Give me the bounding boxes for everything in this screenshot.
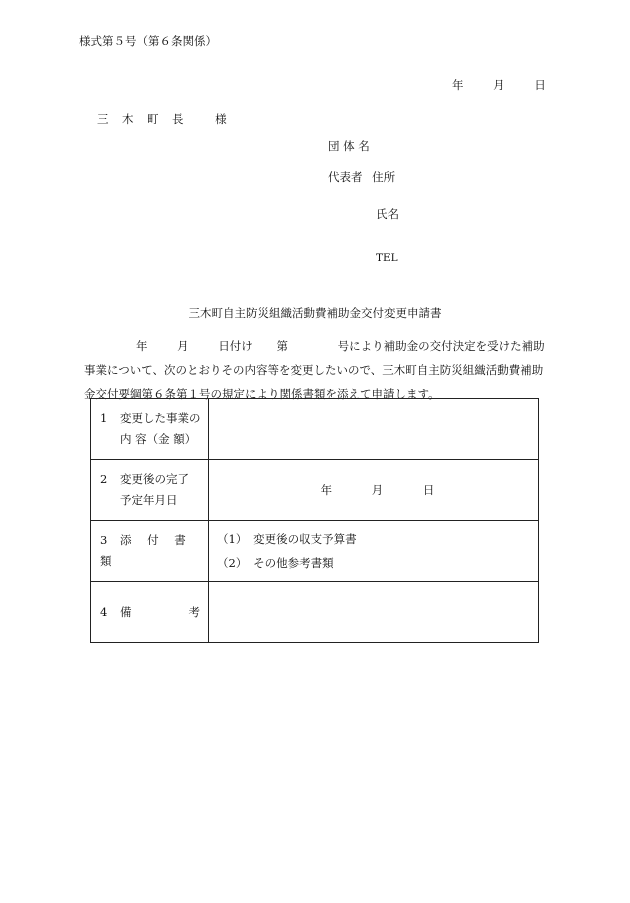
- completion-month: 月: [371, 483, 384, 497]
- rep-label: 代表者: [328, 170, 363, 184]
- application-table: [90, 398, 539, 643]
- date-day: 日: [534, 78, 546, 92]
- completion-day: 日: [422, 483, 435, 497]
- row-label-remarks: [91, 582, 209, 643]
- row-number: 3: [100, 533, 108, 547]
- addressee: [97, 111, 228, 127]
- label-line: 考: [188, 604, 200, 619]
- label-line: 添 付 書 類: [100, 533, 192, 568]
- date-month: 月: [493, 78, 505, 92]
- body-month: 月: [177, 339, 189, 353]
- addressee-honorific: 様: [215, 112, 228, 126]
- row-label-completion-date: [91, 460, 209, 521]
- representative-label: [328, 169, 395, 185]
- body-line-3: 金交付要綱第６条第１号の規定により関係書類を添えて申請します。: [84, 387, 440, 401]
- body-line-2: 事業について、次のとおりその内容等を変更したいので、三木町自主防災組織活動費補助: [84, 363, 544, 377]
- addressee-name: 三 木 町 長: [97, 112, 185, 126]
- tel-label: TEL: [376, 252, 398, 264]
- table-row: [91, 460, 539, 521]
- label-line: 予定年月日: [120, 493, 178, 507]
- row-number: 2: [100, 472, 108, 486]
- row-number: 4: [100, 604, 108, 619]
- label-line: 変更した事業の: [120, 411, 201, 425]
- date-year: 年: [452, 78, 464, 92]
- row-number: 1: [100, 411, 108, 425]
- body-text: [84, 334, 554, 406]
- label-line: 内 容（金 額）: [120, 432, 197, 446]
- remarks-value[interactable]: [209, 582, 539, 643]
- attachment-item: （2） その他参考書類: [217, 556, 334, 570]
- form-number: 様式第５号（第６条関係）: [79, 34, 217, 48]
- attachments-value: [209, 521, 539, 582]
- attachment-item: （1） 変更後の収支予算書: [217, 532, 357, 546]
- body-dai: 第: [276, 339, 288, 353]
- changed-content-value[interactable]: [209, 399, 539, 460]
- name-label: 氏名: [376, 207, 399, 221]
- submission-date: [452, 77, 546, 93]
- document-title: 三木町自主防災組織活動費補助金交付変更申請書: [188, 306, 442, 320]
- table-row: [91, 521, 539, 582]
- body-dated: 日付け: [218, 339, 253, 353]
- body-line-1: [84, 334, 554, 358]
- table-row: [91, 399, 539, 460]
- completion-year: 年: [320, 483, 333, 497]
- label-line: 備: [120, 604, 132, 619]
- table-row: [91, 582, 539, 643]
- row-label-attachments: [91, 521, 209, 582]
- row-label-changed-content: [91, 399, 209, 460]
- label-line: 変更後の完了: [120, 472, 189, 486]
- body-year: 年: [136, 339, 148, 353]
- org-name-label: 団 体 名: [328, 139, 370, 153]
- body-rest: 号により補助金の交付決定を受けた補助: [337, 339, 545, 353]
- completion-date-value[interactable]: [209, 460, 539, 521]
- address-label: 住所: [372, 170, 396, 184]
